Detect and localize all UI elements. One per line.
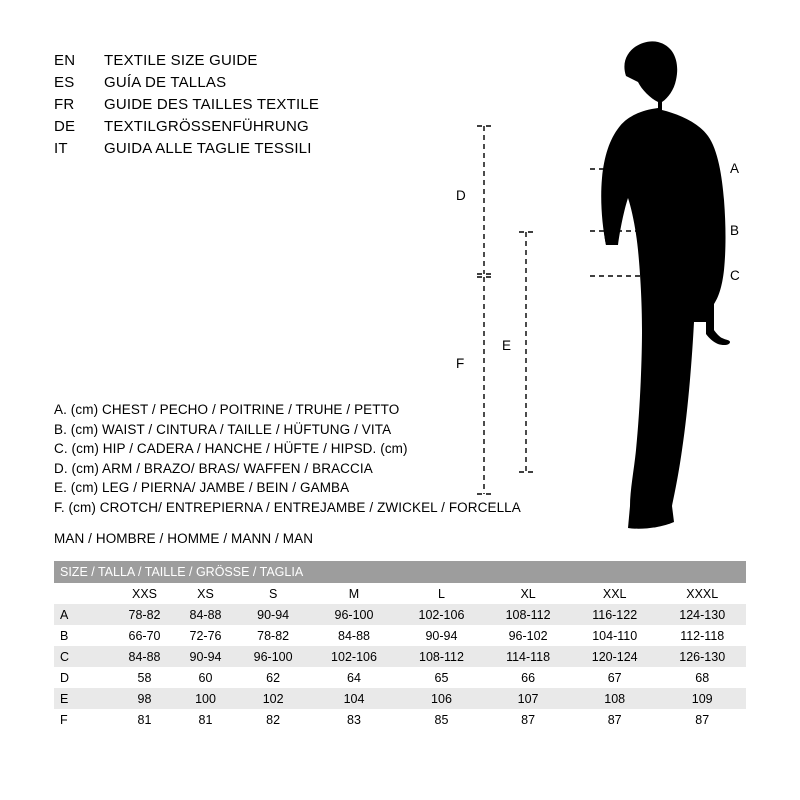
language-title: GUÍA DE TALLAS	[104, 74, 227, 91]
language-title: GUIDA ALLE TAGLIE TESSILI	[104, 140, 312, 157]
cell-d-xl: 66	[485, 667, 571, 688]
cell-c-xxl: 120-124	[571, 646, 658, 667]
language-row	[54, 50, 474, 72]
table-row	[54, 604, 746, 625]
row-key-d: D	[54, 667, 114, 688]
table-row	[54, 709, 746, 730]
cell-d-xxxl: 68	[658, 667, 746, 688]
table-row	[54, 646, 746, 667]
label-a: A	[730, 161, 740, 176]
cell-e-xl: 107	[485, 688, 571, 709]
language-row	[54, 94, 474, 116]
language-code: IT	[54, 140, 68, 157]
table-column-headers	[54, 583, 746, 604]
cell-f-xxs: 81	[114, 709, 175, 730]
cell-c-xl: 114-118	[485, 646, 571, 667]
language-title: TEXTILE SIZE GUIDE	[104, 52, 258, 69]
table-row	[54, 688, 746, 709]
language-title-block	[54, 50, 474, 160]
cell-a-xs: 84-88	[175, 604, 236, 625]
language-row	[54, 116, 474, 138]
label-f: F	[456, 356, 465, 371]
table-row	[54, 667, 746, 688]
column-header-xxs: XXS	[114, 583, 175, 604]
cell-d-l: 65	[398, 667, 485, 688]
cell-b-s: 78-82	[236, 625, 310, 646]
column-header-xs: XS	[175, 583, 236, 604]
gender-label: MAN / HOMBRE / HOMME / MANN / MAN	[54, 531, 314, 546]
legend-item-d: D. (cm) ARM / BRAZO/ BRAS/ WAFFEN / BRACCIA	[54, 460, 373, 476]
column-header-xxxl: XXXL	[658, 583, 746, 604]
cell-e-xxs: 98	[114, 688, 175, 709]
cell-a-xxxl: 124-130	[658, 604, 746, 625]
cell-d-xxs: 58	[114, 667, 175, 688]
legend-item-a: A. (cm) CHEST / PECHO / POITRINE / TRUHE / PETTO	[54, 402, 400, 417]
column-header-m: M	[310, 583, 397, 604]
cell-c-s: 96-100	[236, 646, 310, 667]
cell-b-l: 90-94	[398, 625, 485, 646]
cell-a-s: 90-94	[236, 604, 310, 625]
cell-a-l: 102-106	[398, 604, 485, 625]
cell-b-xxl: 104-110	[571, 625, 658, 646]
cell-f-s: 82	[236, 709, 310, 730]
row-key-e: E	[54, 688, 114, 709]
language-row	[54, 138, 474, 160]
cell-e-xxxl: 109	[658, 688, 746, 709]
legend-item-f: F. (cm) CROTCH/ ENTREPIERNA / ENTREJAMBE / ZWICKEL / FORCELLA	[54, 499, 521, 515]
cell-b-xxxl: 112-118	[658, 625, 746, 646]
cell-f-xs: 81	[175, 709, 236, 730]
cell-a-xl: 108-112	[485, 604, 571, 625]
label-b: B	[730, 223, 740, 238]
column-header-l: L	[398, 583, 485, 604]
leg-bracket-e	[519, 232, 533, 472]
row-key-f: F	[54, 709, 114, 730]
label-c: C	[730, 268, 740, 283]
man-silhouette	[601, 41, 730, 528]
cell-b-xs: 72-76	[175, 625, 236, 646]
legend-item-c: C. (cm) HIP / CADERA / HANCHE / HÜFTE / HIPSD. (cm)	[54, 441, 408, 456]
language-row	[54, 72, 474, 94]
cell-b-xxs: 66-70	[114, 625, 175, 646]
cell-e-m: 104	[310, 688, 397, 709]
label-e: E	[502, 338, 512, 353]
cell-f-xxxl: 87	[658, 709, 746, 730]
cell-d-m: 64	[310, 667, 397, 688]
cell-d-xs: 60	[175, 667, 236, 688]
label-d: D	[456, 188, 466, 203]
language-code: EN	[54, 52, 76, 69]
cell-f-l: 85	[398, 709, 485, 730]
cell-f-xxl: 87	[571, 709, 658, 730]
legend-item-e: E. (cm) LEG / PIERNA/ JAMBE / BEIN / GAMBA	[54, 480, 350, 495]
cell-e-l: 106	[398, 688, 485, 709]
cell-a-xxs: 78-82	[114, 604, 175, 625]
table-row	[54, 625, 746, 646]
language-code: ES	[54, 74, 75, 91]
row-key-c: C	[54, 646, 114, 667]
cell-b-m: 84-88	[310, 625, 397, 646]
size-table	[54, 561, 746, 730]
cell-a-m: 96-100	[310, 604, 397, 625]
legend-item-b: B. (cm) WAIST / CINTURA / TAILLE / HÜFTUNG / VITA	[54, 421, 392, 437]
cell-e-xs: 100	[175, 688, 236, 709]
column-header-xxl: XXL	[571, 583, 658, 604]
cell-d-s: 62	[236, 667, 310, 688]
cell-c-m: 102-106	[310, 646, 397, 667]
column-header-s: S	[236, 583, 310, 604]
column-header-blank	[54, 583, 114, 604]
cell-f-m: 83	[310, 709, 397, 730]
cell-f-xl: 87	[485, 709, 571, 730]
table-header-band	[54, 561, 746, 583]
row-key-a: A	[54, 604, 114, 625]
cell-c-xs: 90-94	[175, 646, 236, 667]
body-measurement-diagram	[430, 30, 770, 540]
cell-d-xxl: 67	[571, 667, 658, 688]
language-code: DE	[54, 118, 76, 135]
cell-a-xxl: 116-122	[571, 604, 658, 625]
language-code: FR	[54, 96, 75, 113]
cell-c-xxs: 84-88	[114, 646, 175, 667]
cell-c-l: 108-112	[398, 646, 485, 667]
language-title: GUIDE DES TAILLES TEXTILE	[104, 96, 320, 113]
arm-bracket-d	[477, 126, 491, 274]
cell-e-xxl: 108	[571, 688, 658, 709]
cell-e-s: 102	[236, 688, 310, 709]
cell-c-xxxl: 126-130	[658, 646, 746, 667]
column-header-xl: XL	[485, 583, 571, 604]
language-title: TEXTILGRÖSSENFÜHRUNG	[104, 118, 309, 135]
crotch-bracket-f	[477, 277, 491, 494]
table-header-title: SIZE / TALLA / TAILLE / GRÖSSE / TAGLIA	[54, 561, 746, 583]
row-key-b: B	[54, 625, 114, 646]
cell-b-xl: 96-102	[485, 625, 571, 646]
